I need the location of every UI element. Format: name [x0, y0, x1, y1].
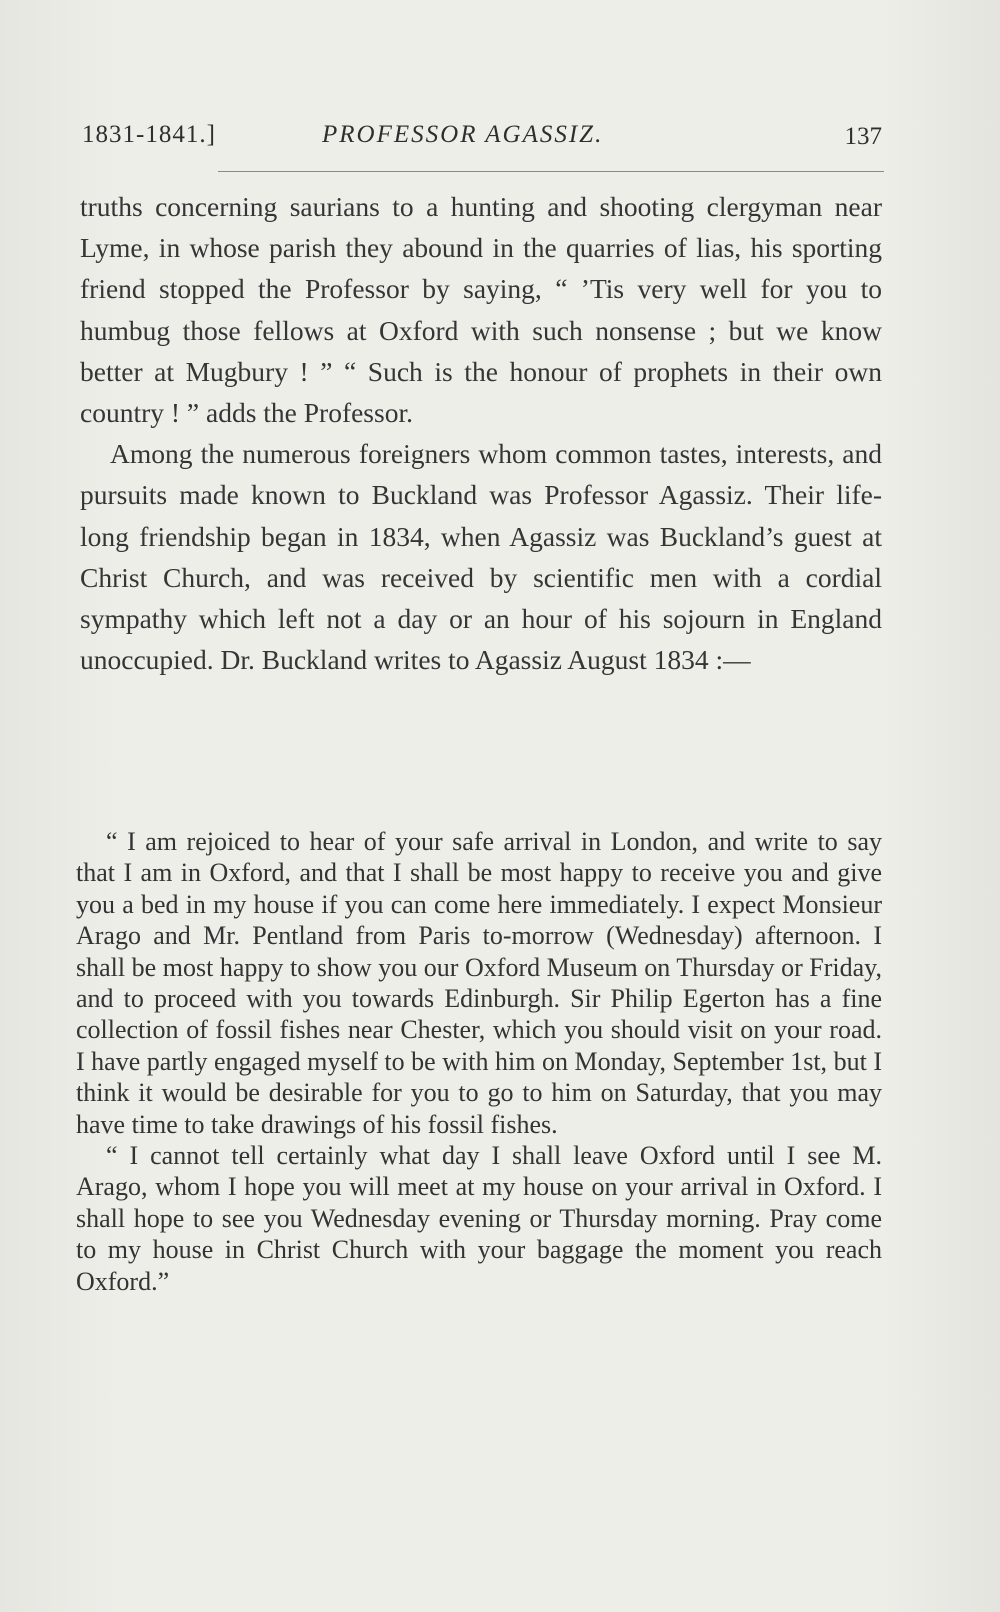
paragraph-continuation: truths concerning saurians to a hunting and shooting clergyman near Lyme, in whose parish they abound in the quarries of lias, his sporting friend stopped the Professor by saying, “ ’Tis very well for you to humbug those fellows at Oxford with such nonsense ; but we know better at Mugbury ! ” “ Such is the honour of prophets in their own country ! ” adds the Professor.: [80, 191, 882, 429]
paragraph-agassiz: Among the numerous foreigners whom common tastes, interests, and pursuits made known to Buckland was Professor Agassiz. Their life-long friendship began in 1834, when Agassiz was Buckland’s guest at Christ Church, and was received by scientific men with a cordial sympathy which left not a day or an hour of his sojourn in England unoccupied. Dr. Buckland writes to Agassiz August 1834 :—: [80, 438, 882, 676]
running-head: [82, 118, 882, 152]
header-date-range: 1831-1841.]: [82, 121, 216, 148]
page-number: 137: [844, 123, 882, 150]
letter-paragraph: “ I cannot tell certainly what day I shall leave Oxford until I see M. Arago, whom I hope you will meet at my house on your arrival in Oxford. I shall hope to see you Wednesday evening or Thursday morning. Pray come to my house in Christ Church with your baggage the moment you reach Oxford.”: [76, 1141, 882, 1296]
header-rule: [218, 171, 884, 172]
header-title: PROFESSOR AGASSIZ.: [322, 121, 604, 148]
quoted-letter: [76, 826, 882, 1297]
body-text: [80, 186, 882, 680]
letter-paragraph: “ I am rejoiced to hear of your safe arrival in London, and write to say that I am in Oxford, and that I shall be most happy to receive you and give you a bed in my house if you can come here immediately. I expect Monsieur Arago and Mr. Pentland from Paris to-morrow (Wednesday) afternoon. I shall be most happy to show you our Oxford Museum on Thursday or Friday, and to proceed with you towards Edinburgh. Sir Philip Egerton has a fine collection of fossil fishes near Chester, which you should visit on your road. I have partly engaged myself to be with him on Monday, September 1st, but I think it would be desirable for you to go to him on Saturday, that you may have time to take drawings of his fossil fishes.: [76, 827, 882, 1139]
